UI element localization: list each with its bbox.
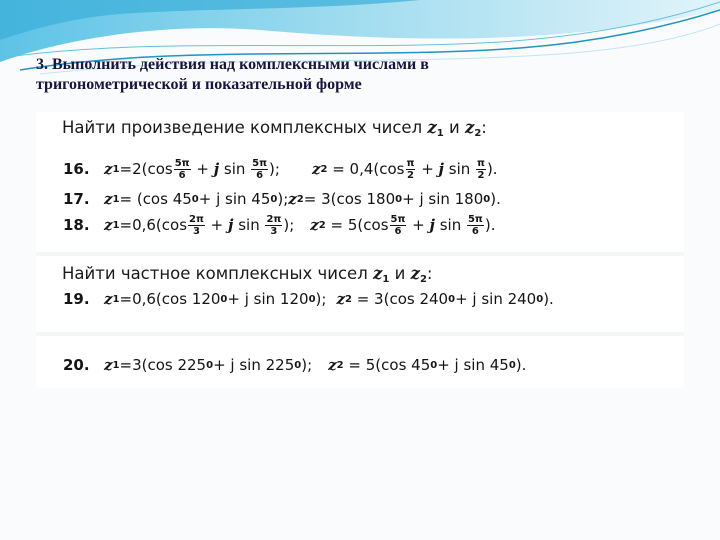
var-z: z xyxy=(373,264,383,283)
z1-sin: + j sin 225 xyxy=(213,356,295,374)
sub-1: 1 xyxy=(112,359,120,371)
z2-cos: = 5(cos 45 xyxy=(348,356,431,374)
close-paren: ); xyxy=(283,216,295,234)
close-paren: ). xyxy=(484,216,496,234)
problem-number: 19. xyxy=(63,290,90,308)
close-paren: ); xyxy=(269,160,280,178)
problem-number: 16. xyxy=(63,160,90,178)
fraction xyxy=(251,158,268,181)
numerator: 5π xyxy=(252,157,268,169)
denominator: 2 xyxy=(477,169,485,181)
var-z: z xyxy=(104,190,113,208)
degree: 0 xyxy=(430,359,438,371)
z2-expr: = 0,4(cos xyxy=(332,160,405,178)
section-title-text: Найти произведение комплексных чисел xyxy=(62,118,423,137)
colon: : xyxy=(481,118,487,137)
problem-number: 18. xyxy=(63,216,90,234)
sub-1: 1 xyxy=(112,163,120,175)
degree: 0 xyxy=(220,293,228,305)
sub-1: 1 xyxy=(112,219,120,231)
z2-sin: + j sin 240 xyxy=(455,290,537,308)
z1-cos: = (cos 45 xyxy=(119,190,192,208)
fraction xyxy=(390,214,407,237)
var-z: z xyxy=(336,290,345,308)
z2-expr: = 5(cos xyxy=(330,216,389,234)
problem-19 xyxy=(63,284,554,314)
degree: 0 xyxy=(536,293,544,305)
sub-2: 2 xyxy=(296,193,304,205)
var-j: j xyxy=(228,216,234,234)
fraction xyxy=(265,214,282,237)
denominator: 3 xyxy=(192,225,200,237)
sub-2: 2 xyxy=(419,274,427,285)
numerator: π xyxy=(406,157,415,169)
fraction xyxy=(174,158,191,181)
section-title-quotient xyxy=(62,264,432,285)
denominator: 3 xyxy=(270,225,278,237)
task-panel xyxy=(36,112,684,388)
z2-cos: = 3(cos 180 xyxy=(303,190,396,208)
conjunction: и xyxy=(448,118,460,137)
close-paren: ). xyxy=(515,356,527,374)
denominator: 6 xyxy=(471,225,479,237)
degree: 0 xyxy=(483,193,491,205)
var-z: z xyxy=(288,190,297,208)
problem-18: 18. z 1 =0,6(cos $\frac{2\pi}{3}$ + j sin $\frac{2\pi}{3}$ ); z 2 = 5(cos $\frac{5\pi}{6}$ + j sin $\frac{5\pi}{6}$ ). xyxy=(63,213,496,237)
numerator: 2π xyxy=(266,213,282,225)
degree: 0 xyxy=(294,359,302,371)
heading-line-2: тригонометрической и показательной форме xyxy=(36,76,362,93)
z1-expr: =2(cos xyxy=(119,160,173,178)
var-j: j xyxy=(429,216,435,234)
sub-2: 2 xyxy=(320,163,328,175)
close-paren: ); xyxy=(301,356,313,374)
var-z: z xyxy=(310,216,319,234)
var-z: z xyxy=(104,356,113,374)
close-paren: ). xyxy=(486,160,498,178)
z1-cos: =3(cos 225 xyxy=(119,356,207,374)
sub-2: 2 xyxy=(344,293,352,305)
sub-1: 1 xyxy=(436,128,444,139)
sub-1: 1 xyxy=(112,193,120,205)
var-z: z xyxy=(328,356,337,374)
degree: 0 xyxy=(508,359,516,371)
problem-number: 20. xyxy=(63,356,90,374)
section-title-product xyxy=(62,118,487,139)
numerator: 2π xyxy=(189,213,204,225)
section-title-text: Найти частное комплексных чисел xyxy=(62,264,368,283)
close-paren: ). xyxy=(490,190,501,208)
degree: 0 xyxy=(270,193,278,205)
slide-heading xyxy=(36,55,596,95)
numerator: 5π xyxy=(390,213,406,225)
denominator: 6 xyxy=(256,169,264,181)
z1-expr: =0,6(cos xyxy=(119,216,188,234)
sub-2: 2 xyxy=(318,219,326,231)
close-paren: ); xyxy=(315,290,327,308)
problem-number: 17. xyxy=(63,190,90,208)
var-z: z xyxy=(427,118,437,137)
colon: : xyxy=(426,264,433,283)
numerator: 5π xyxy=(467,213,483,225)
conjunction: и xyxy=(394,264,406,283)
sub-1: 1 xyxy=(112,293,120,305)
degree: 0 xyxy=(206,359,214,371)
denominator: 2 xyxy=(406,169,414,181)
degree: 0 xyxy=(191,193,199,205)
z1-sin: + j sin 120 xyxy=(227,290,309,308)
z2-cos: = 3(cos 240 xyxy=(356,290,449,308)
fraction xyxy=(406,158,416,181)
degree: 0 xyxy=(395,193,403,205)
close-paren: ); xyxy=(277,190,289,208)
var-z: z xyxy=(311,160,321,178)
numerator: 5π xyxy=(174,157,190,169)
close-paren: ). xyxy=(543,290,554,308)
divider xyxy=(36,332,684,336)
denominator: 6 xyxy=(178,169,186,181)
var-j: j xyxy=(438,160,444,178)
var-z: z xyxy=(464,118,475,137)
problem-16: 16. z 1 =2(cos $\frac{5\pi}{6}$ + j sin $\frac{5\pi}{6}$ ); z 2 = 0,4(cos $\frac{\pi}{2}$ + j sin $\frac{\pi}{2}$ ). xyxy=(63,157,498,181)
numerator: π xyxy=(477,157,485,169)
degree: 0 xyxy=(308,293,316,305)
problem-20 xyxy=(63,350,526,380)
sub-2: 2 xyxy=(336,359,344,371)
var-z: z xyxy=(104,290,113,308)
z2-sin: + j sin 180 xyxy=(402,190,484,208)
z1-sin: + j sin 45 xyxy=(198,190,271,208)
divider xyxy=(36,252,684,256)
fraction xyxy=(476,158,486,181)
fraction xyxy=(188,214,205,237)
heading-line-1: 3. Выполнить действия над комплексными числами в xyxy=(36,56,429,73)
denominator: 6 xyxy=(394,225,402,237)
var-z: z xyxy=(410,264,420,283)
var-z: z xyxy=(104,160,113,178)
degree: 0 xyxy=(448,293,456,305)
sub-1: 1 xyxy=(382,274,390,285)
fraction xyxy=(467,214,484,237)
var-j: j xyxy=(213,160,220,178)
z2-sin: + j sin 45 xyxy=(437,356,509,374)
z1-cos: =0,6(cos 120 xyxy=(119,290,221,308)
var-z: z xyxy=(104,216,113,234)
sub-2: 2 xyxy=(474,128,482,139)
